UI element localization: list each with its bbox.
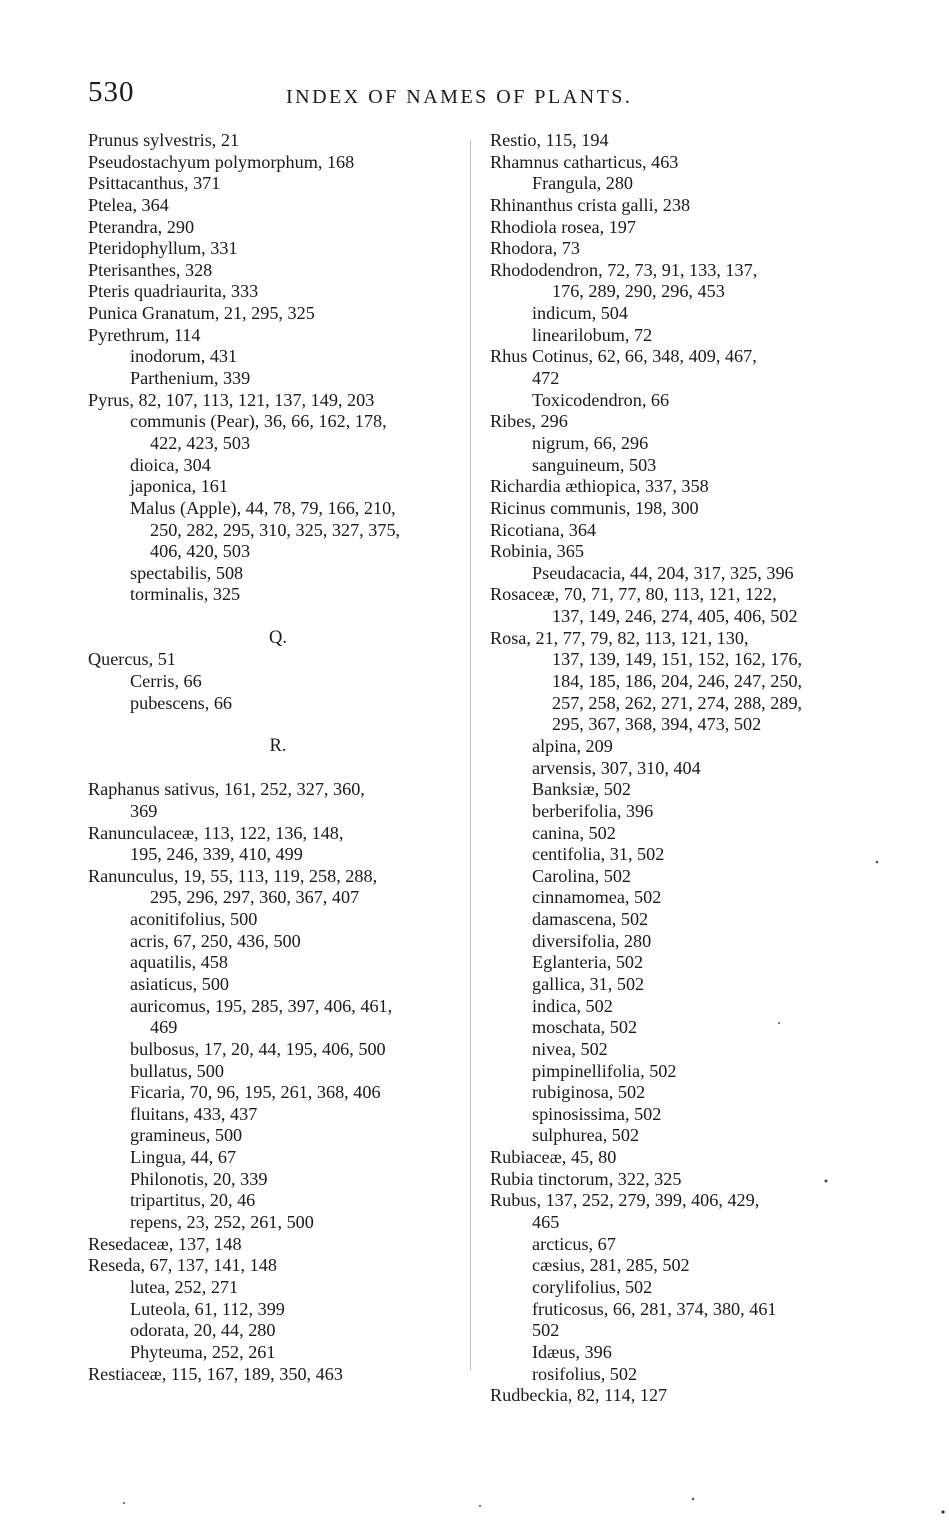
index-subentry: bullatus, 500 — [130, 1060, 224, 1081]
right-index-column — [490, 130, 870, 1407]
index-subentry: Malus (Apple), 44, 78, 79, 166, 210, — [130, 497, 396, 518]
index-subentry: fruticosus, 66, 281, 374, 380, 461 — [532, 1298, 777, 1319]
index-subentry: Pseudacacia, 44, 204, 317, 325, 396 — [532, 562, 794, 583]
index-subentry: acris, 67, 250, 436, 500 — [130, 930, 301, 951]
index-subentry: aquatilis, 458 — [130, 952, 228, 973]
index-subentry: Philonotis, 20, 339 — [130, 1168, 268, 1189]
index-subentry: Banksiæ, 502 — [532, 779, 632, 800]
index-entry: Reseda, 67, 137, 141, 148 — [88, 1255, 277, 1276]
index-entry: Pseudostachyum polymorphum, 168 — [88, 151, 355, 172]
blank-line — [88, 714, 468, 736]
index-subentry: Luteola, 61, 112, 399 — [130, 1298, 285, 1319]
index-subentry: aconitifolius, 500 — [130, 909, 258, 930]
index-subentry: communis (Pear), 36, 66, 162, 178, — [130, 411, 387, 432]
index-subentry: Parthenium, 339 — [130, 368, 251, 389]
index-entry: Ricotiana, 364 — [490, 519, 597, 540]
index-entry: Rubus, 137, 252, 279, 399, 406, 429, — [490, 1190, 760, 1211]
index-subentry: damascena, 502 — [532, 909, 649, 930]
index-subentry: arvensis, 307, 310, 404 — [532, 757, 701, 778]
index-subentry: 176, 289, 290, 296, 453 — [552, 281, 725, 302]
index-subentry: dioica, 304 — [130, 454, 211, 475]
index-entry: Robinia, 365 — [490, 541, 584, 562]
index-subentry: fluitans, 433, 437 — [130, 1103, 258, 1124]
section-letter: Q. — [269, 627, 287, 648]
index-subentry: Lingua, 44, 67 — [130, 1147, 237, 1168]
index-entry: Pyrus, 82, 107, 113, 121, 137, 149, 203 — [88, 389, 375, 410]
index-subentry: cinnamomea, 502 — [532, 887, 662, 908]
index-subentry: 465 — [532, 1212, 560, 1233]
index-subentry: repens, 23, 252, 261, 500 — [130, 1212, 314, 1233]
index-subentry: indicum, 504 — [532, 303, 628, 324]
blank-line — [88, 758, 468, 780]
index-subentry: moschata, 502 — [532, 1017, 638, 1038]
index-subentry: pubescens, 66 — [130, 692, 233, 713]
index-entry: Ribes, 296 — [490, 411, 568, 432]
index-entry: Restio, 115, 194 — [490, 130, 609, 150]
index-entry: Rosaceæ, 70, 71, 77, 80, 113, 121, 122, — [490, 584, 777, 605]
index-entry: Rhodora, 73 — [490, 238, 580, 259]
index-entry: Rubia tinctorum, 322, 325 — [490, 1168, 682, 1189]
index-subentry: arcticus, 67 — [532, 1233, 616, 1254]
index-entry: Richardia æthiopica, 337, 358 — [490, 476, 709, 497]
index-subentry: spectabilis, 508 — [130, 562, 244, 583]
index-subentry: Toxicodendron, 66 — [532, 389, 670, 410]
index-subentry: 295, 296, 297, 360, 367, 407 — [150, 887, 360, 908]
index-subentry: 422, 423, 503 — [150, 432, 251, 453]
index-entry: Ptelea, 364 — [88, 194, 169, 215]
index-subentry: Ficaria, 70, 96, 195, 261, 368, 406 — [130, 1082, 381, 1103]
index-subentry: alpina, 209 — [532, 735, 613, 756]
index-entry: Rosa, 21, 77, 79, 82, 113, 121, 130, — [490, 627, 749, 648]
running-title: INDEX OF NAMES OF PLANTS. — [286, 86, 633, 108]
index-entry: Rubiaceæ, 45, 80 — [490, 1147, 617, 1168]
index-subentry: canina, 502 — [532, 822, 616, 843]
page-number: 530 — [88, 76, 135, 108]
left-index-column — [88, 130, 468, 1385]
index-subentry: centifolia, 31, 502 — [532, 844, 665, 865]
index-subentry: 137, 139, 149, 151, 152, 162, 176, — [552, 649, 803, 670]
index-subentry: japonica, 161 — [130, 476, 228, 497]
column-divider — [470, 140, 471, 1370]
index-entry: Psittacanthus, 371 — [88, 173, 221, 194]
index-subentry: sanguineum, 503 — [532, 454, 657, 475]
index-subentry: 250, 282, 295, 310, 325, 327, 375, — [150, 519, 401, 540]
blank-line — [88, 606, 468, 628]
index-subentry: 257, 258, 262, 271, 274, 288, 289, — [552, 692, 803, 713]
index-subentry: inodorum, 431 — [130, 346, 238, 367]
index-subentry: 295, 367, 368, 394, 473, 502 — [552, 714, 762, 735]
index-subentry: berberifolia, 396 — [532, 800, 654, 821]
index-subentry: torminalis, 325 — [130, 584, 241, 605]
index-subentry: pimpinellifolia, 502 — [532, 1060, 677, 1081]
index-entry: Rhodiola rosea, 197 — [490, 216, 636, 237]
index-subentry: nivea, 502 — [532, 1038, 608, 1059]
index-subentry: 184, 185, 186, 204, 246, 247, 250, — [552, 671, 803, 692]
section-letter: R. — [269, 735, 287, 756]
index-entry: Ranunculus, 19, 55, 113, 119, 258, 288, — [88, 865, 378, 886]
index-entry: Ricinus communis, 198, 300 — [490, 497, 699, 518]
index-subentry: corylifolius, 502 — [532, 1276, 653, 1297]
speck — [941, 1510, 944, 1513]
index-subentry: asiaticus, 500 — [130, 973, 230, 994]
index-subentry: Phyteuma, 252, 261 — [130, 1341, 276, 1362]
index-subentry: sulphurea, 502 — [532, 1125, 640, 1146]
index-subentry: 137, 149, 246, 274, 405, 406, 502 — [552, 606, 798, 627]
index-subentry: Carolina, 502 — [532, 865, 632, 886]
index-subentry: Eglanteria, 502 — [532, 952, 644, 973]
index-entry: Pteridophyllum, 331 — [88, 238, 238, 259]
index-entry: Raphanus sativus, 161, 252, 327, 360, — [88, 779, 365, 800]
index-subentry: lutea, 252, 271 — [130, 1276, 239, 1297]
index-entry: Resedaceæ, 137, 148 — [88, 1233, 242, 1254]
index-subentry: Idæus, 396 — [532, 1341, 612, 1362]
index-subentry: indica, 502 — [532, 995, 613, 1016]
index-subentry: nigrum, 66, 296 — [532, 432, 649, 453]
index-entry: Rhamnus catharticus, 463 — [490, 151, 679, 172]
speck — [876, 861, 878, 863]
index-subentry: cæsius, 281, 285, 502 — [532, 1255, 690, 1276]
index-subentry: gramineus, 500 — [130, 1125, 243, 1146]
index-entry: Pterisanthes, 328 — [88, 259, 213, 280]
index-subentry: Frangula, 280 — [532, 173, 634, 194]
index-entry: Pteris quadriaurita, 333 — [88, 281, 259, 302]
index-subentry: 469 — [150, 1017, 178, 1038]
index-subentry: spinosissima, 502 — [532, 1103, 662, 1124]
index-subentry: Cerris, 66 — [130, 671, 202, 692]
index-subentry: gallica, 31, 502 — [532, 973, 645, 994]
index-subentry: 472 — [532, 368, 560, 389]
index-entry: Restiaceæ, 115, 167, 189, 350, 463 — [88, 1363, 343, 1384]
index-entry: Rudbeckia, 82, 114, 127 — [490, 1385, 668, 1406]
index-subentry: 195, 246, 339, 410, 499 — [130, 844, 303, 865]
index-subentry: linearilobum, 72 — [532, 324, 653, 345]
index-entry: Ranunculaceæ, 113, 122, 136, 148, — [88, 822, 344, 843]
index-subentry: bulbosus, 17, 20, 44, 195, 406, 500 — [130, 1038, 386, 1059]
index-subentry: auricomus, 195, 285, 397, 406, 461, — [130, 995, 393, 1016]
index-subentry: tripartitus, 20, 46 — [130, 1190, 256, 1211]
index-subentry: rosifolius, 502 — [532, 1363, 638, 1384]
index-entry: Rhododendron, 72, 73, 91, 133, 137, — [490, 259, 758, 280]
index-entry: Prunus sylvestris, 21 — [88, 130, 240, 150]
index-entry: Quercus, 51 — [88, 649, 176, 670]
index-entry: Punica Granatum, 21, 295, 325 — [88, 303, 315, 324]
index-subentry: 369 — [130, 800, 158, 821]
index-subentry: diversifolia, 280 — [532, 930, 652, 951]
page-header — [88, 76, 868, 116]
speck — [123, 1502, 125, 1504]
index-subentry: odorata, 20, 44, 280 — [130, 1320, 276, 1341]
speck — [692, 1498, 694, 1500]
index-subentry: 502 — [532, 1320, 560, 1341]
speck — [479, 1505, 481, 1507]
index-subentry: rubiginosa, 502 — [532, 1082, 646, 1103]
index-entry: Rhus Cotinus, 62, 66, 348, 409, 467, — [490, 346, 757, 367]
index-entry: Pyrethrum, 114 — [88, 324, 201, 345]
index-entry: Pterandra, 290 — [88, 216, 195, 237]
index-entry: Rhinanthus crista galli, 238 — [490, 194, 691, 215]
index-subentry: 406, 420, 503 — [150, 541, 251, 562]
